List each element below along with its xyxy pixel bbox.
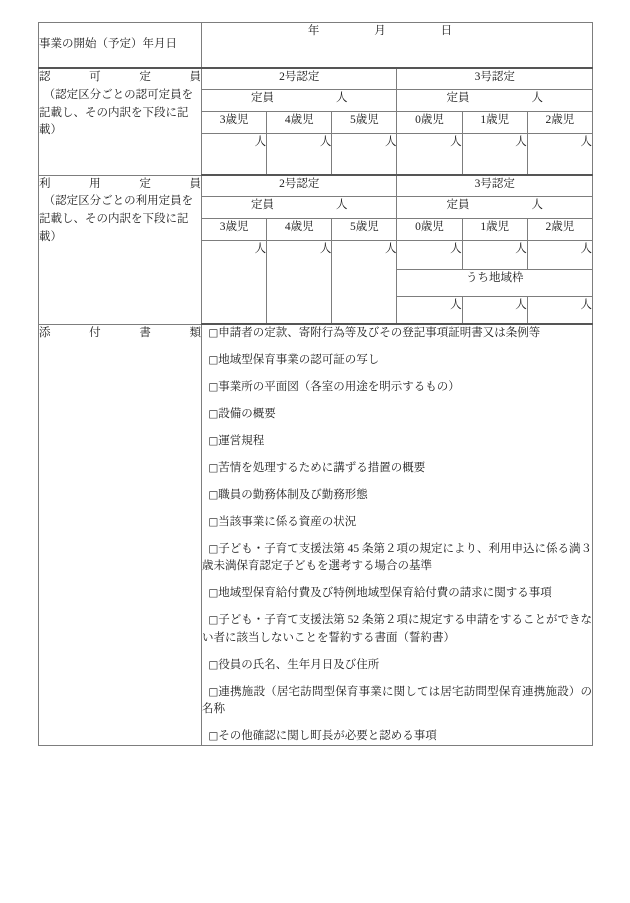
form-page bbox=[38, 22, 593, 746]
year-unit: 年 bbox=[307, 25, 320, 37]
start-date-label: 事業の開始（予定）年月日 bbox=[39, 38, 177, 51]
utilization-entry-4[interactable]: 人 bbox=[462, 241, 527, 270]
teiin-word: 定員 bbox=[250, 199, 274, 211]
checkbox-icon[interactable]: □ bbox=[208, 488, 219, 501]
checkbox-icon[interactable]: □ bbox=[208, 658, 219, 671]
attachment-item-label: 事業所の平面図（各室の用途を明示するもの） bbox=[218, 380, 460, 393]
attachments-label: 添付書類 bbox=[39, 326, 201, 339]
attachment-item-label: 子ども・子育て支援法第 52 条第２項に規定する申請をすることができない者に該当しないことを誓約する書面（誓約書） bbox=[202, 614, 592, 644]
attachment-item[interactable] bbox=[202, 460, 592, 477]
approved-group-left: 2号認定 bbox=[202, 68, 397, 90]
attachment-item-label: 申請者の定款、寄附行為等及びその登記事項証明書又は条例等 bbox=[218, 327, 541, 339]
approved-teiin-right bbox=[397, 90, 592, 108]
attachment-item[interactable] bbox=[202, 352, 592, 369]
utilization-entry-2[interactable]: 人 bbox=[332, 241, 397, 325]
attachment-item[interactable] bbox=[202, 585, 592, 602]
attachment-item[interactable] bbox=[202, 487, 592, 504]
person-unit: 人 bbox=[531, 199, 543, 211]
checkbox-icon[interactable]: □ bbox=[208, 542, 219, 555]
utilization-entry-0[interactable]: 人 bbox=[202, 241, 267, 325]
approved-entry-2[interactable]: 人 bbox=[332, 134, 397, 176]
checkbox-icon[interactable]: □ bbox=[208, 353, 219, 366]
approved-entry-3[interactable]: 人 bbox=[397, 134, 462, 176]
utilization-teiin-left-cell[interactable] bbox=[202, 197, 397, 219]
attachment-item-label: 子ども・子育て支援法第 45 条第２項の規定により、利用申込に係る満３歳未満保育認定子どもを選考する場合の基準 bbox=[202, 542, 592, 573]
approved-age-col-5: 2歳児 bbox=[527, 112, 592, 134]
approved-entry-5[interactable]: 人 bbox=[527, 134, 592, 176]
checkbox-icon[interactable]: □ bbox=[208, 730, 219, 742]
regional-quota-entry-0[interactable]: 人 bbox=[397, 296, 462, 324]
person-unit: 人 bbox=[335, 199, 348, 211]
attachment-item[interactable] bbox=[202, 325, 592, 342]
attachment-item[interactable] bbox=[202, 541, 592, 576]
approved-entry-1[interactable]: 人 bbox=[267, 134, 332, 176]
approved-teiin-left-cell[interactable] bbox=[202, 90, 397, 112]
attachment-item[interactable] bbox=[202, 728, 592, 745]
attachment-item[interactable] bbox=[202, 406, 592, 423]
teiin-word: 定員 bbox=[446, 199, 470, 211]
utilization-entry-3[interactable]: 人 bbox=[397, 241, 462, 270]
approved-age-col-2: 5歳児 bbox=[332, 112, 397, 134]
attachments-row bbox=[39, 324, 593, 746]
utilization-capacity-label: 利用定員 bbox=[39, 177, 201, 190]
checkbox-icon[interactable]: □ bbox=[208, 685, 219, 698]
approved-age-col-4: 1歳児 bbox=[462, 112, 527, 134]
checkbox-icon[interactable]: □ bbox=[208, 614, 219, 627]
attachment-item-label: 運営規程 bbox=[218, 434, 265, 447]
attachment-item-label: 苦情を処理するために講ずる措置の概要 bbox=[218, 461, 426, 474]
regional-quota-entry-2[interactable]: 人 bbox=[527, 296, 592, 324]
person-unit: 人 bbox=[531, 92, 543, 104]
checkbox-icon[interactable]: □ bbox=[208, 434, 219, 447]
utilization-age-col-1: 4歳児 bbox=[267, 219, 332, 241]
attachment-item[interactable] bbox=[202, 379, 592, 396]
utilization-entry-1[interactable]: 人 bbox=[267, 241, 332, 325]
attachment-item[interactable] bbox=[202, 684, 592, 719]
approved-entry-4[interactable]: 人 bbox=[462, 134, 527, 176]
regional-quota-label: うち地域枠 bbox=[397, 270, 593, 296]
utilization-capacity-label-cell bbox=[39, 175, 202, 324]
attachment-item[interactable] bbox=[202, 612, 592, 647]
utilization-group-right: 3号認定 bbox=[397, 175, 593, 197]
utilization-teiin-right-cell[interactable] bbox=[397, 197, 593, 219]
day-unit: 日 bbox=[440, 25, 453, 37]
attachment-item-label: 連携施設（居宅訪問型保育事業に関しては居宅訪問型保育連携施設）の名称 bbox=[202, 685, 593, 716]
utilization-group-header-row bbox=[39, 175, 593, 197]
teiin-word: 定員 bbox=[250, 92, 274, 104]
teiin-word: 定員 bbox=[446, 92, 470, 104]
person-unit: 人 bbox=[335, 92, 348, 104]
utilization-age-col-2: 5歳児 bbox=[332, 219, 397, 241]
checkbox-icon[interactable]: □ bbox=[208, 327, 219, 339]
utilization-capacity-note: （認定区分ごとの利用定員を記載し、その内訳を下段に記載） bbox=[39, 195, 194, 243]
attachment-item-label: 役員の氏名、生年月日及び住所 bbox=[218, 658, 380, 671]
start-date-row bbox=[39, 23, 593, 69]
approved-age-col-1: 4歳児 bbox=[267, 112, 332, 134]
attachment-item-label: 設備の概要 bbox=[218, 407, 276, 420]
attachments-label-cell bbox=[39, 324, 202, 746]
utilization-age-col-3: 0歳児 bbox=[397, 219, 462, 241]
approved-group-header-row bbox=[39, 68, 593, 90]
approved-capacity-note: （認定区分ごとの認可定員を記載し、その内訳を下段に記載） bbox=[39, 88, 194, 137]
date-unit-group bbox=[202, 23, 592, 41]
approved-group-right: 3号認定 bbox=[397, 68, 593, 90]
checkbox-icon[interactable]: □ bbox=[208, 587, 219, 600]
application-form-table bbox=[38, 22, 593, 746]
approved-capacity-label-cell bbox=[39, 68, 202, 175]
attachment-item[interactable] bbox=[202, 657, 592, 674]
attachment-item[interactable] bbox=[202, 433, 592, 450]
utilization-entry-5[interactable]: 人 bbox=[527, 241, 592, 270]
checkbox-icon[interactable]: □ bbox=[208, 515, 219, 528]
checkbox-icon[interactable]: □ bbox=[208, 461, 219, 474]
approved-entry-0[interactable]: 人 bbox=[202, 134, 267, 176]
attachment-item[interactable] bbox=[202, 514, 592, 531]
approved-age-col-3: 0歳児 bbox=[397, 112, 462, 134]
approved-age-col-0: 3歳児 bbox=[202, 112, 267, 134]
attachments-list bbox=[202, 324, 593, 746]
checkbox-icon[interactable]: □ bbox=[208, 380, 219, 393]
utilization-age-col-5: 2歳児 bbox=[527, 219, 592, 241]
attachment-item-label: 当該事業に係る資産の状況 bbox=[218, 515, 357, 528]
month-unit: 月 bbox=[374, 25, 386, 37]
attachment-item-label: 地域型保育事業の認可証の写し bbox=[218, 353, 380, 366]
attachment-item-label: 職員の勤務体制及び勤務形態 bbox=[218, 488, 368, 501]
checkbox-icon[interactable]: □ bbox=[208, 407, 219, 420]
utilization-teiin-right bbox=[397, 197, 592, 215]
approved-capacity-label: 認可定員 bbox=[39, 71, 201, 83]
attachment-item-label: その他確認に関し町長が必要と認める事項 bbox=[218, 730, 437, 742]
start-date-input-cell[interactable] bbox=[202, 23, 593, 69]
utilization-group-left: 2号認定 bbox=[202, 175, 397, 197]
utilization-age-col-0: 3歳児 bbox=[202, 219, 267, 241]
regional-quota-entry-1[interactable]: 人 bbox=[462, 296, 527, 324]
approved-teiin-left bbox=[202, 90, 396, 108]
approved-teiin-right-cell[interactable] bbox=[397, 90, 593, 112]
attachment-item-label: 地域型保育給付費及び特例地域型保育給付費の請求に関する事項 bbox=[218, 587, 552, 600]
start-date-label-cell bbox=[39, 23, 202, 69]
utilization-age-col-4: 1歳児 bbox=[462, 219, 527, 241]
utilization-teiin-left bbox=[202, 197, 396, 215]
